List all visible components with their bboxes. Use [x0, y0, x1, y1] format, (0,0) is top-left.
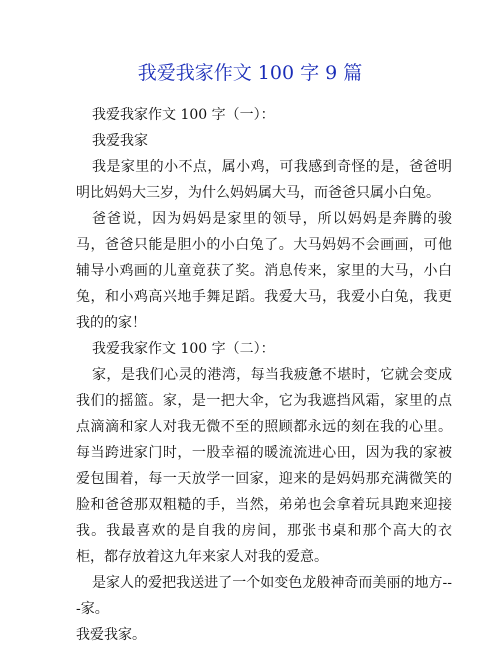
- section-2-closing: 我爱我家。: [76, 627, 146, 643]
- document-title: 我爱我家作文 100 字 9 篇: [137, 62, 363, 84]
- section-2-paragraph-2: 是家人的爱把我送进了一个如变色龙般神奇而美丽的地方---家。: [76, 575, 452, 617]
- section-1-paragraph-2: 爸爸说，因为妈妈是家里的领导，所以妈妈是奔腾的骏马，爸爸只能是胆小的小白兔了。大马妈妈不会画画，可他辅导小鸡画的儿童竟获了奖。消息传来，家里的大马，小白兔，和小鸡高兴地手舞足蹈。我爱大马，我爱小白兔，我更我的的家！: [76, 211, 452, 331]
- section-1-paragraph-1: 我是家里的小不点，属小鸡，可我感到奇怪的是，爸爸明明比妈妈大三岁，为什么妈妈属大马，而爸爸只属小白兔。: [76, 159, 452, 201]
- section-1-subtitle: 我爱我家: [92, 133, 148, 149]
- document-body: [76, 102, 452, 648]
- section-2-heading: 我爱我家作文 100 字（二）：: [92, 341, 275, 357]
- section-1-heading: 我爱我家作文 100 字（一）：: [92, 107, 275, 123]
- section-2-paragraph-1: 家，是我们心灵的港湾，每当我疲惫不堪时，它就会变成我们的摇篮。家，是一把大伞，它为我遮挡风霜，家里的点点滴滴和家人对我无微不至的照顾都永远的刻在我的心里。每当跨进家门时，一股幸福的暖流流进心田，因为我的家被爱包围着，每一天放学一回家，迎来的是妈妈那充满微笑的脸和爸爸那双粗糙的手，当然，弟弟也会拿着玩具跑来迎接我。我最喜欢的是自我的房间，那张书桌和那个高大的衣柜，都存放着这九年来家人对我的爱意。: [76, 367, 452, 565]
